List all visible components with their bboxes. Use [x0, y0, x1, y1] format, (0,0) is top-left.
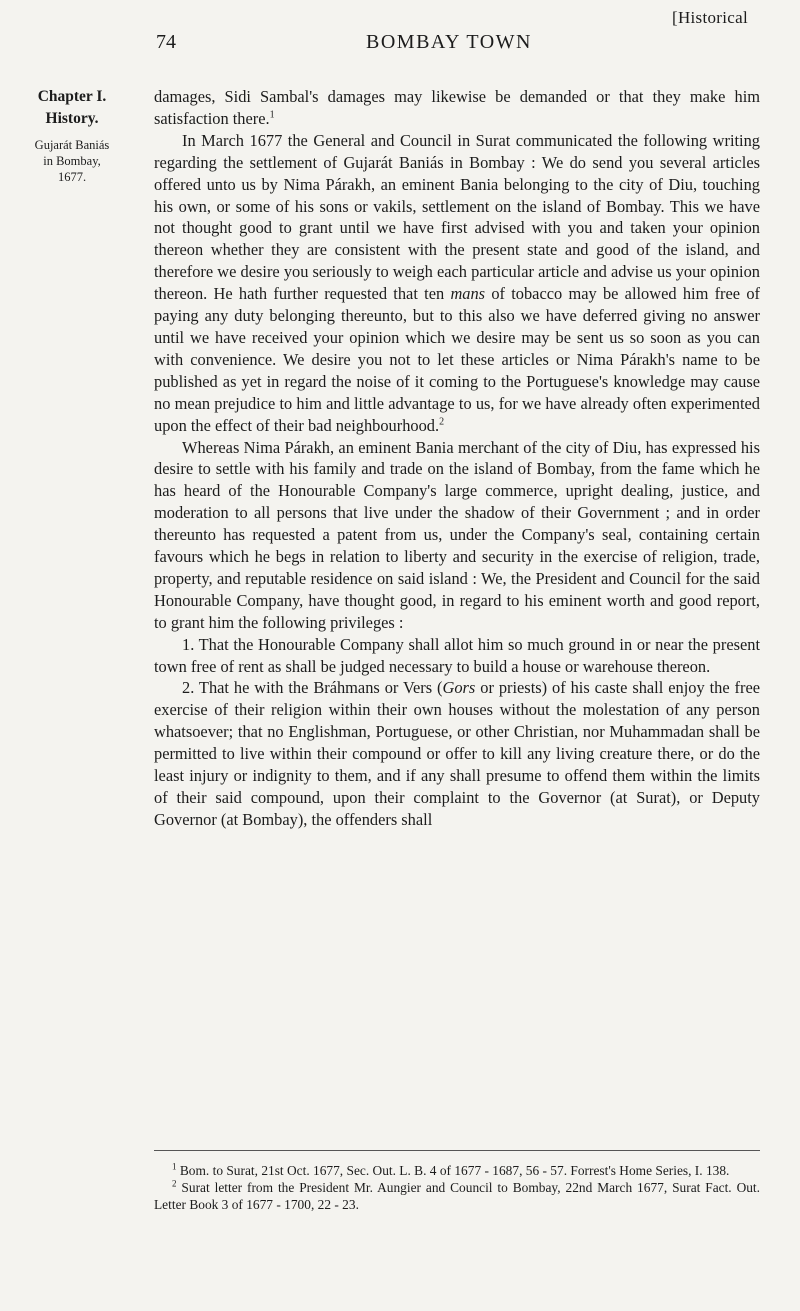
margin-note-line: in Bombay,	[43, 154, 101, 168]
footnote-divider	[154, 1150, 760, 1151]
paragraph	[154, 634, 760, 678]
italic-term: mans	[450, 284, 486, 304]
chapter-label: Chapter I.	[37, 88, 107, 105]
section-tag: [Historical	[672, 8, 748, 27]
paragraph-text: or priests) of his caste shall enjoy the free exercise of their religion within their own houses without the molestation of any person whatsoever; that no Englishman, Portuguese, or other Christian, nor Muhammadan shall be permitted to live within their compound or offer to kill any living creature there, or do the least injury or indignity to them, and if any shall presume to offend them within the limits of their said compound, upon their complaint to the Governor (at Surat), or Deputy Governor (at Bombay), the offenders shall	[154, 678, 760, 829]
footnote-text: Bom. to Surat, 21st Oct. 1677, Sec. Out. L. B. 4 of 1677 - 1687, 56 - 57. Forrest's Home Series, I. 138.	[179, 1163, 730, 1178]
margin-note-line: 1677.	[57, 170, 87, 184]
paragraph	[154, 86, 760, 130]
footnote-ref: 1	[269, 109, 275, 121]
paragraph-text: 2. That he with the Bráhmans or Vers (	[182, 678, 443, 698]
footnote-mark: 1	[172, 1161, 177, 1172]
footnote-mark: 2	[172, 1178, 177, 1189]
footnote-ref: 2	[439, 416, 445, 428]
margin-note	[16, 137, 128, 185]
paragraph-text: damages, Sidi Sambal's damages may likewise be demanded or that they make him satisfaction there.	[154, 87, 760, 128]
margin-note-line: Gujarát Baniás	[34, 138, 110, 152]
paragraph	[154, 437, 760, 634]
italic-term: Gors	[442, 678, 476, 698]
footnote-text: Surat letter from the President Mr. Aungier and Council to Bombay, 22nd March 1677, Surat Fact. Out. Letter Book 3 of 1677 - 1700, 22 - 23.	[154, 1180, 760, 1212]
paragraph	[154, 130, 760, 437]
paragraph	[154, 677, 760, 830]
paragraph-text: 1. That the Honourable Company shall allot him so much ground in or near the present town free of rent as shall be judged necessary to build a house or warehouse thereon.	[154, 634, 760, 676]
running-title: BOMBAY TOWN	[366, 31, 532, 53]
margin-sidebar	[16, 87, 128, 185]
main-text	[154, 86, 760, 831]
page-number: 74	[156, 31, 176, 53]
footnote	[154, 1179, 760, 1213]
history-label: History.	[45, 110, 99, 127]
paragraph-text: In March 1677 the General and Council in Surat communicated the following writing regarding the settlement of Gujarát Baniás in Bombay : We do send you several articles offered unto us by Nima Párakh, an eminent Bania belonging to the city of Diu, touching his own, or some of his sons or vakils, settlement on the island of Bombay. This we have not thought good to grant until we have first advised with you and taken your opinion thereon whether they are consistent with the present state and good of the island, and therefore we desire you seriously to weigh each particular article and advise us your opinion thereon. He hath further requested that ten	[154, 130, 760, 304]
footnotes	[154, 1162, 760, 1213]
paragraph-text: of tobacco may be allowed him free of paying any duty belonging thereunto, but to this also we have deferred giving no answer until we have received your opinion which we desire may be sent us so soon as you can with convenience. We desire you not to let these articles or Nima Párakh's name to be published as yet in regard the noise of it coming to the Portuguese's knowledge may cause no mean prejudice to him and little advantage to us, for we have already often experimented upon the effect of their bad neighbourhood.	[154, 284, 760, 435]
paragraph-text: Whereas Nima Párakh, an eminent Bania merchant of the city of Diu, has expressed his desire to settle with his family and trade on the island of Bombay, from the fame which he has heard of the Honourable Company's large commerce, upright dealing, justice, and moderation to all persons that live under the shadow of their Government ; and in order thereunto has requested a patent from us, under the Company's seal, containing certain favours which he begs in relation to liberty and security in the exercise of religion, trade, property, and reputable residence on said island : We, the President and Council for the said Honourable Company, have thought good, in regard to his eminent worth and good report, to grant him the following privileges :	[154, 437, 760, 632]
footnote	[154, 1162, 760, 1179]
